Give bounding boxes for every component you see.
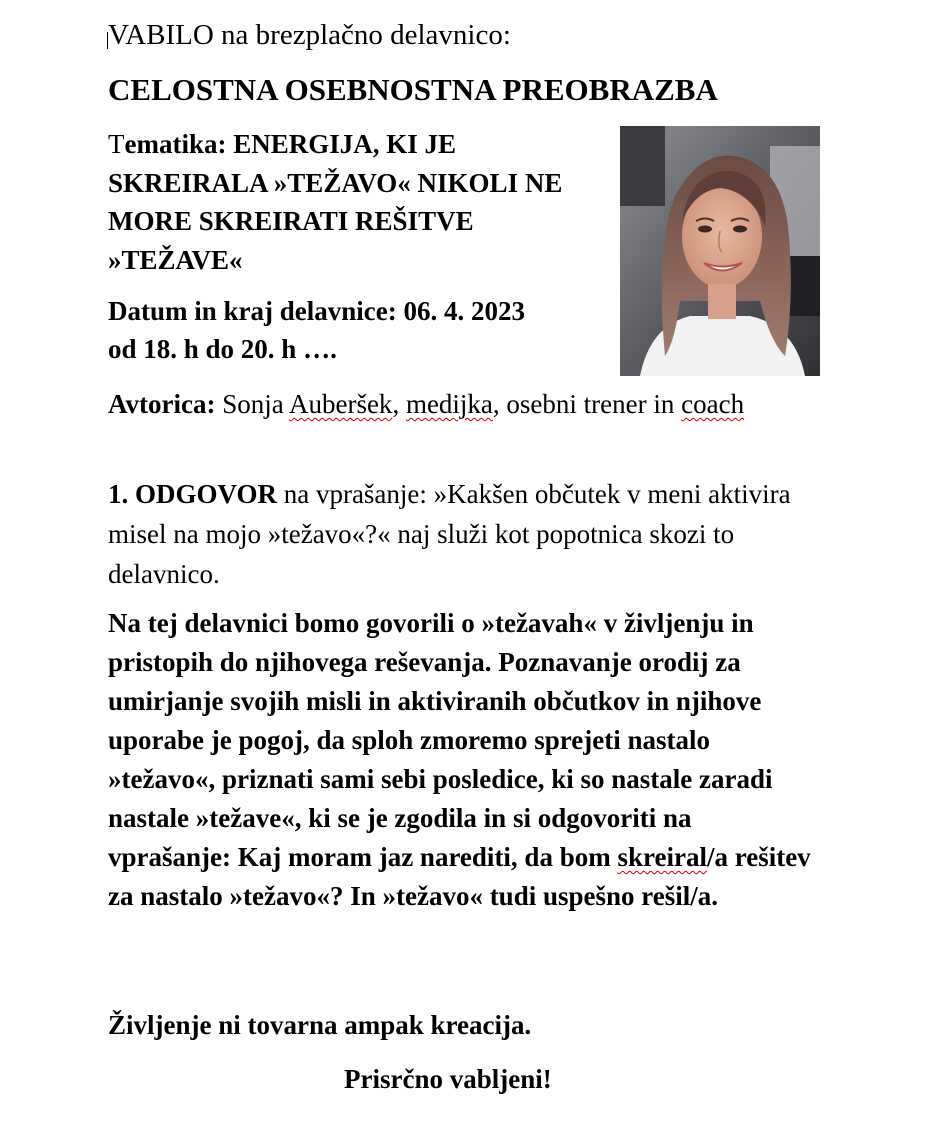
answer-label: 1. ODGOVOR — [108, 479, 277, 509]
author-last-name: Auberšek — [288, 389, 393, 419]
date-line: Datum in kraj delavnice: 06. 4. 2023 — [108, 296, 525, 326]
answer-text: na vprašanje: »Kakšen občutek v meni aktivira misel na mojo »težavo«?« naj služi kot popotnica skozi to delavnico. — [108, 479, 791, 589]
author-paragraph — [108, 385, 820, 423]
topic-label-initial: T — [108, 129, 125, 159]
author-coach: coach — [681, 389, 745, 419]
author-first-name: Sonja — [222, 389, 289, 419]
author-role-rest: , osebni trener in — [492, 389, 682, 419]
topic-label: ematika: — [124, 129, 234, 159]
description-paragraph — [108, 604, 820, 916]
author-label: Avtorica: — [108, 389, 216, 419]
motto: Življenje ni tovarna ampak kreacija. — [108, 1010, 532, 1040]
answer-paragraph — [108, 474, 820, 594]
topic-paragraph — [108, 125, 608, 279]
date-paragraph — [108, 292, 608, 368]
description-flagged-word: skreiral — [617, 842, 707, 872]
closing-line: Prisrčno vabljeni! — [344, 1064, 552, 1094]
description-part-2: /a rešitev za nastalo »težavo«? In »težavo« tudi uspešno rešil/a. — [108, 842, 811, 911]
topic-text: ENERGIJA, KI JE SKREIRALA »TEŽAVO« NIKOLI NE MORE SKREIRATI REŠITVE »TEŽAVE« — [108, 129, 563, 275]
invitation-heading: VABILO na brezplačno delavnico: — [108, 19, 511, 51]
workshop-title: CELOSTNA OSEBNOSTNA PREOBRAZBA — [108, 72, 718, 107]
time-line: od 18. h do 20. h …. — [108, 334, 337, 364]
author-photo — [620, 126, 820, 376]
portrait-image — [620, 126, 820, 376]
description-part-1: Na tej delavnici bomo govorili o »težavah« v življenju in pristopih do njihovega reševanja. Poznavanje orodij za umirjanje svojih misli in aktiviranih občutkov in njihove uporabe je pogoj, da sploh zmoremo sprejeti nastalo »težavo«, priznati sami sebi posledice, ki so nastale zaradi nastale »težave«, ki se je zgodila in si odgovoriti na vprašanje: Kaj moram jaz narediti, da bom — [108, 608, 773, 872]
author-role: medijka — [405, 389, 493, 419]
author-sep: , — [392, 389, 406, 419]
